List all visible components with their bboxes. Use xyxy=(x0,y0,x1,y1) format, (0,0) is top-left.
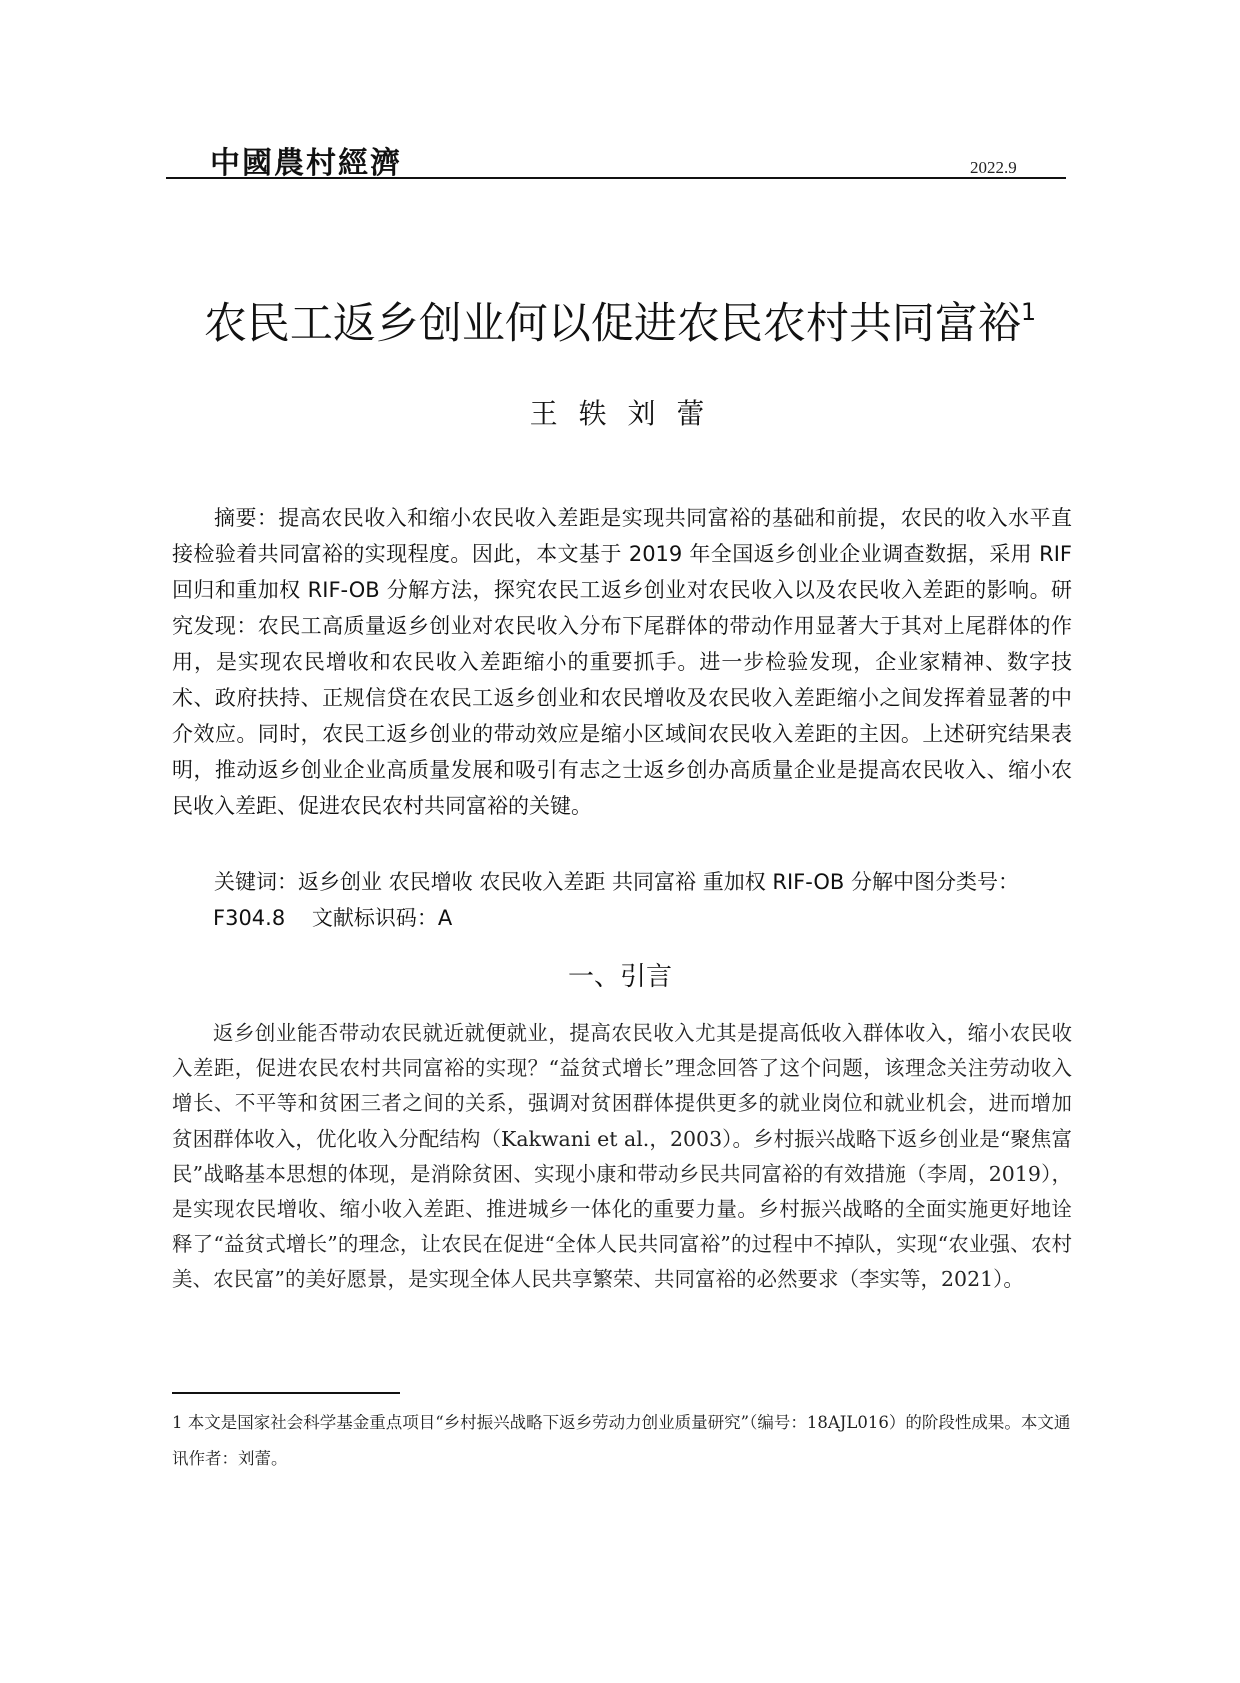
keywords: 关键词：返乡创业 农民增收 农民收入差距 共同富裕 重加权 RIF-OB 分解中图分类号： xyxy=(214,870,1020,894)
journal-logo: 中國農村經濟 xyxy=(210,146,402,181)
footnote: 1 本文是国家社会科学基金重点项目“乡村振兴战略下返乡劳动力创业质量研究”（编号：18AJL016）的阶段性成果。本文通讯作者：刘蕾。 xyxy=(172,1413,1071,1468)
article-title-text: 农民工返乡创业何以促进农民农村共同富裕 xyxy=(203,299,1021,349)
title-footnote-marker[interactable]: 1 xyxy=(1020,298,1037,326)
article-title xyxy=(0,290,1240,351)
classification-codes: F304.8 文献标识码：A xyxy=(213,906,453,930)
author-list: 王 轶 刘 蕾 xyxy=(529,397,711,430)
issue-number: 2022.9 xyxy=(970,158,1017,177)
intro-paragraph: 返乡创业能否带动农民就近就便就业，提高农民收入尤其是提高低收入群体收入，缩小农民收入差距，促进农民农村共同富裕的实现？“益贫式增长”理念回答了这个问题，该理念关注劳动收入增长、不平等和贫困三者之间的关系，强调对贫困群体提供更多的就业岗位和就业机会，进而增加贫困群体收入，优化收入分配结构（Kakwani et al.，2003）。乡村振兴战略下返乡创业是“聚焦富民”战略基本思想的体现，是消除贫困、实现小康和带动乡民共同富裕的有效措施（李周，2019），是实现农民增收、缩小收入差距、推进城乡一体化的重要力量。乡村振兴战略的全面实施更好地诠释了“益贫式增长”的理念，让农民在促进“全体人民共同富裕”的过程中不掉队，实现“农业强、农村美、农民富”的美好愿景，是实现全体人民共享繁荣、共同富裕的必然要求（李实等，2021）。 xyxy=(172,1021,1072,1292)
header-rule xyxy=(166,177,1066,179)
abstract: 摘要：提高农民收入和缩小农民收入差距是实现共同富裕的基础和前提，农民的收入水平直接检验着共同富裕的实现程度。因此，本文基于 2019 年全国返乡创业企业调查数据，采用 RIF 回归和重加权 RIF-OB 分解方法，探究农民工返乡创业对农民收入以及农民收入差距的影响。研究发现：农民工高质量返乡创业对农民收入分布下尾群体的带动作用显著大于其对上尾群体的作用，是实现农民增收和农民收入差距缩小的重要抓手。进一步检验发现，企业家精神、数字技术、政府扶持、正规信贷在农民工返乡创业和农民增收及农民收入差距缩小之间发挥着显著的中介效应。同时，农民工返乡创业的带动效应是缩小区域间农民收入差距的主因。上述研究结果表明，推动返乡创业企业高质量发展和吸引有志之士返乡创办高质量企业是提高农民收入、缩小农民收入差距、促进农民农村共同富裕的关键。 xyxy=(172,506,1072,818)
section-heading: 一、引言 xyxy=(567,962,672,992)
footnote-rule xyxy=(172,1392,400,1394)
